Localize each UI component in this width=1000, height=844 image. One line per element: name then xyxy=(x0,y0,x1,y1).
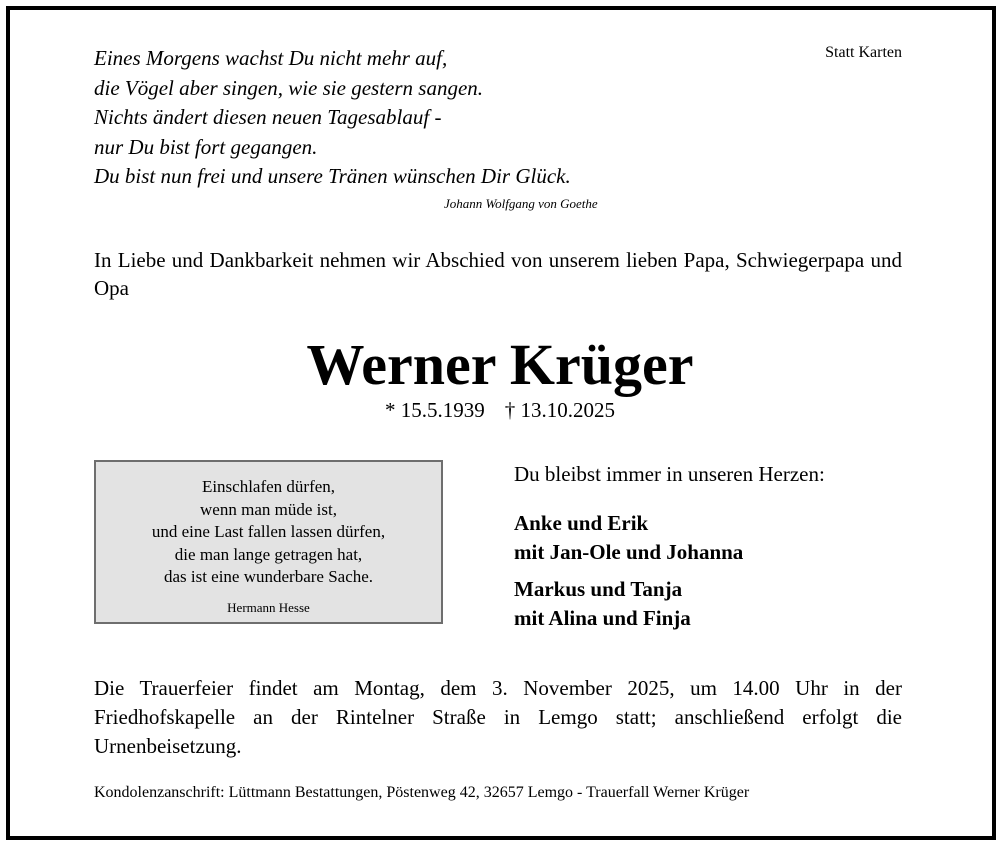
death-date: † 13.10.2025 xyxy=(504,398,615,422)
intro-text: In Liebe und Dankbarkeit nehmen wir Abschied von unserem lieben Papa, Schwiegerpapa und Opa xyxy=(94,248,902,300)
family-names: Anke und Erik xyxy=(514,511,649,535)
quote-line: wenn man müde ist, xyxy=(200,499,337,519)
quote-line: die man lange getragen hat, xyxy=(174,544,363,564)
quote-line: und eine Last fallen lassen dürfen, xyxy=(151,522,386,541)
poem-line: Eines Morgens wachst Du nicht mehr auf, xyxy=(94,46,448,70)
family-group xyxy=(514,575,825,633)
deceased-name: Werner Krüger xyxy=(306,332,694,397)
poem-line: die Vögel aber singen, wie sie gestern sangen. xyxy=(94,75,484,100)
life-dates xyxy=(0,398,1000,423)
poem-line: Nichts ändert diesen neuen Tagesablauf - xyxy=(94,105,442,129)
mourners-heading: Du bleibst immer in unseren Herzen: xyxy=(514,462,825,486)
ceremony-text: Die Trauerfeier findet am Montag, dem 3. November 2025, um 14.00 Uhr in der Friedhofskapelle an der Rintelner Straße in Lemgo statt; anschließend erfolgt die Urnenbeisetzung. xyxy=(94,676,902,758)
family-group xyxy=(514,509,825,567)
quote-line: das ist eine wunderbare Sache. xyxy=(163,567,374,586)
condolence-address: Kondolenzanschrift: Lüttmann Bestattungen, Pöstenweg 42, 32657 Lemgo - Trauerfall Werner Krüger xyxy=(94,784,750,801)
quote-line: Einschlafen dürfen, xyxy=(201,477,336,496)
birth-date: * 15.5.1939 xyxy=(385,398,485,422)
statt-karten-label: Statt Karten xyxy=(825,44,902,61)
family-names: Markus und Tanja xyxy=(514,577,683,601)
family-children: mit Jan-Ole und Johanna xyxy=(514,540,744,564)
quote-author: Hermann Hesse xyxy=(227,599,310,615)
hesse-quote-box xyxy=(94,460,443,624)
family-children: mit Alina und Finja xyxy=(514,606,691,630)
poem-line: Du bist nun frei und unsere Tränen wünschen Dir Glück. xyxy=(94,164,571,188)
poem-line: nur Du bist fort gegangen. xyxy=(94,134,318,159)
goethe-poem xyxy=(94,44,571,192)
poem-author: Johann Wolfgang von Goethe xyxy=(444,196,598,211)
mourners-section xyxy=(514,459,825,633)
